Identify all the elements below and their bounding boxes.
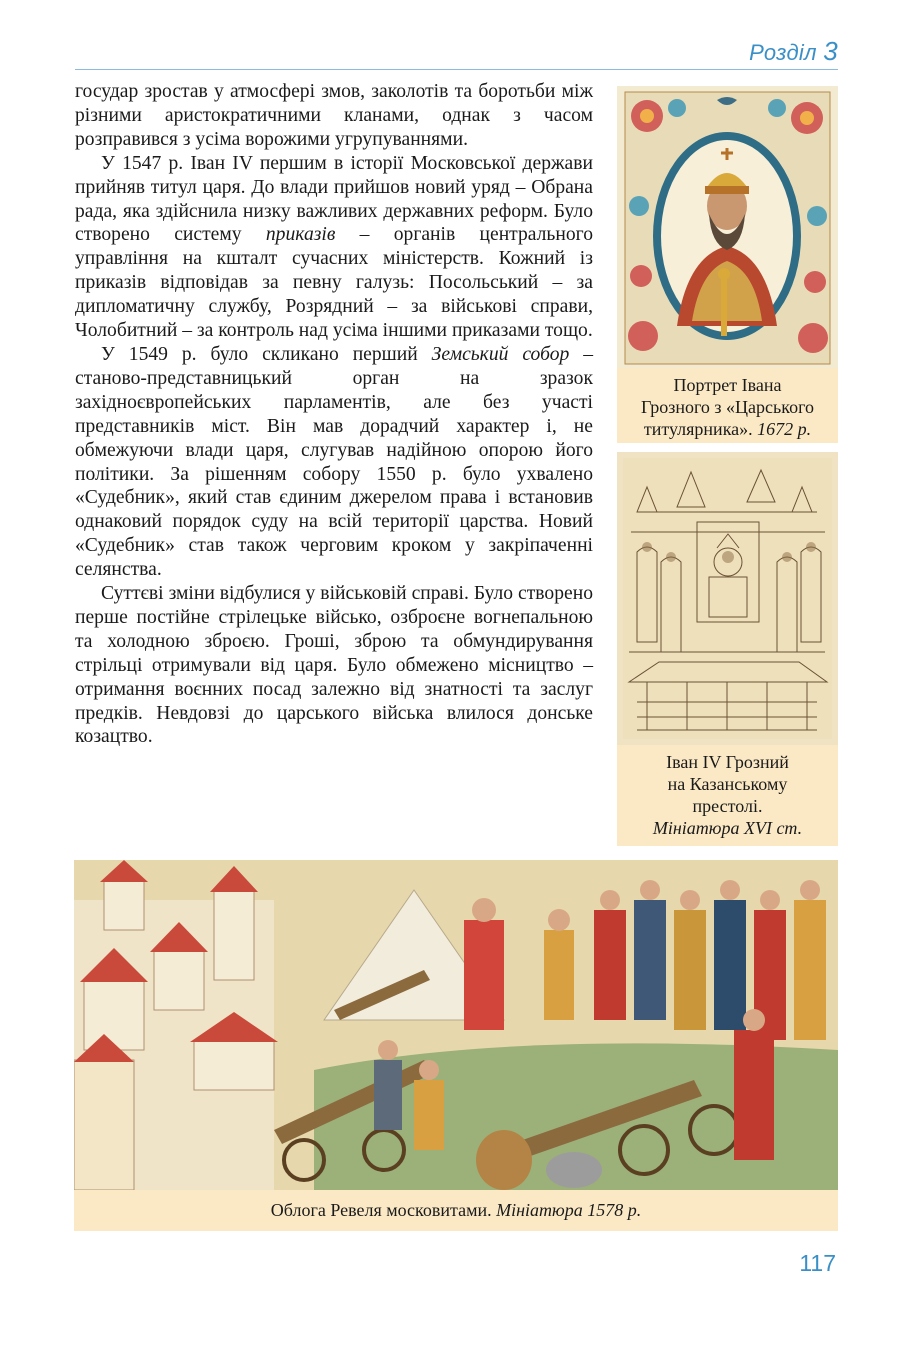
siege-figure <box>74 860 838 1231</box>
throne-caption-line-3: престолі. <box>692 796 763 816</box>
paragraph-1: государ зростав у атмосфері змов, заколотів та боротьби між різними аристократичними кланами, однак з часом розправився з усіма ворожими угрупуваннями. <box>75 81 593 150</box>
throne-caption-line-4 <box>617 817 838 839</box>
paragraph-3-part-b: – станово-представницький орган на зразок західноєвропейських парламентів, але без участі представників міст. Він мав дорадчий характер і, не обмежуючи влади царя, слугував надійною опорою його політики. За рішенням собору 1550 р. було ухвалено «Судебник», який став єдиним джерелом права і встановив однаковий порядок суду на всій території царства. Новий «Судебник» став також черговим кроком у закріпаченні селянства. <box>75 343 593 581</box>
siege-image <box>74 860 838 1190</box>
section-label: Розділ <box>749 40 817 65</box>
siege-caption <box>74 1190 838 1231</box>
main-text <box>75 80 593 749</box>
throne-caption <box>617 745 838 846</box>
paragraph-3-part-a: У 1549 р. було скликано перший <box>101 343 432 365</box>
portrait-figure <box>617 86 838 443</box>
portrait-caption-line-1: Портрет Івана <box>673 375 782 395</box>
portrait-image <box>617 86 838 368</box>
paragraph-3 <box>75 343 593 582</box>
page-number: 117 <box>799 1250 836 1276</box>
portrait-caption-line-2: Грозного з «Царського <box>640 397 814 417</box>
section-header <box>749 36 838 67</box>
paragraph-2-part-b: – органів центрального управління на кшталт сучасних міністерств. Кожний із приказів відповідав за певну галузь: Посольський – за дипломатичну службу, Розрядний – за військові справи, Чолобитний – за контроль над усіма іншими приказами тощо. <box>75 224 593 342</box>
siege-caption-title: Облога Ревеля московитами. <box>270 1200 497 1220</box>
term-zemsky-sobor: Земський собор <box>431 343 570 365</box>
throne-image <box>617 452 838 745</box>
paragraph-2 <box>75 152 593 343</box>
portrait-caption-year: 1672 р. <box>757 419 812 439</box>
term-prykazy: приказів <box>265 224 336 246</box>
throne-caption-date: Мініатюра XVI ст. <box>652 818 803 838</box>
throne-figure <box>617 452 838 846</box>
siege-caption-date: Мініатюра 1578 р. <box>496 1200 642 1220</box>
throne-caption-line-2: на Казанському <box>667 774 788 794</box>
throne-caption-line-1: Іван IV Грозний <box>666 752 789 772</box>
portrait-caption <box>617 368 838 443</box>
paragraph-2-part-a: У 1547 р. Іван IV першим в історії Московської держави прийняв титул царя. До влади прийшов новий уряд – Обрана рада, яка здійснила низку важливих державних реформ. Було створено систему <box>75 152 593 246</box>
section-number: 3 <box>823 36 838 66</box>
portrait-caption-title: титулярника». <box>643 419 758 439</box>
paragraph-4: Суттєві зміни відбулися у військовій справі. Було створено перше постійне стрілецьке військо, озброєне вогнепальною та холодною зброєю. Гроші, зброю та обмундирування стрільці отримували від царя. Було обмежено місництво – отримання воєнних посад залежно від знатності та заслуг предків. Невдовзі до царського війська влилося донське козацтво. <box>75 583 593 748</box>
portrait-caption-line-3 <box>617 418 838 440</box>
header-rule <box>75 69 838 70</box>
